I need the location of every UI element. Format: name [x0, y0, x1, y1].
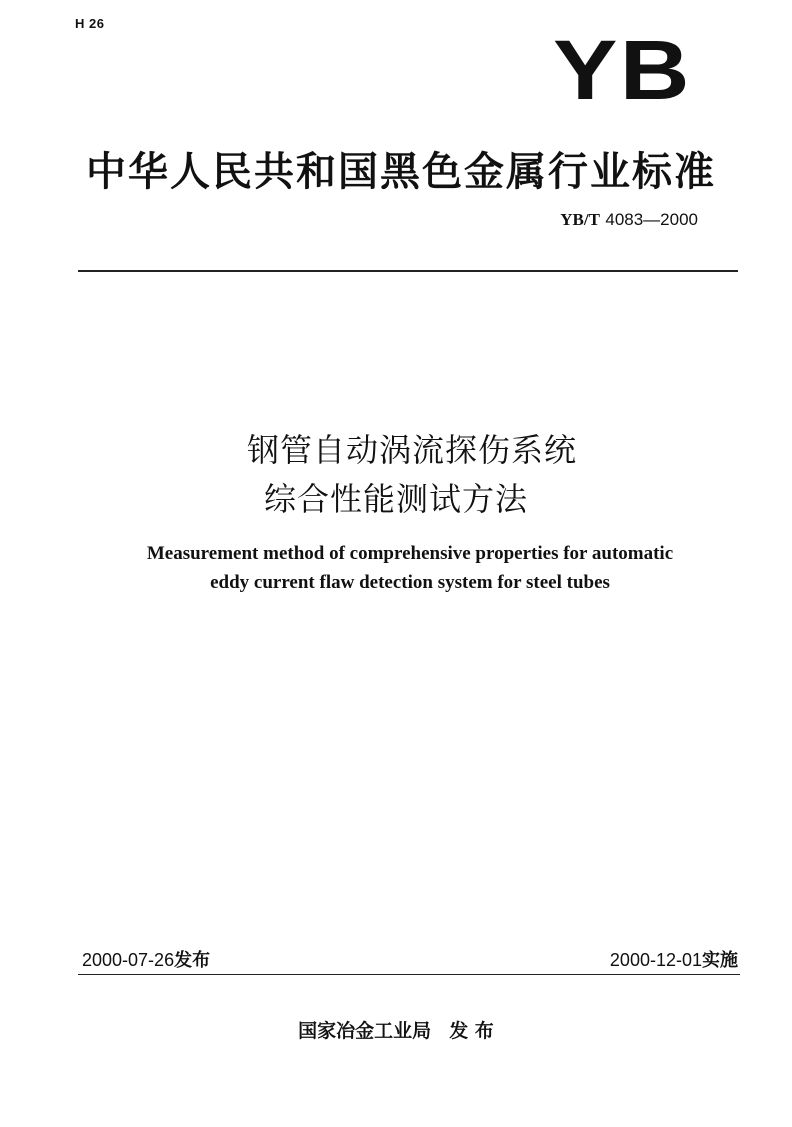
publisher-action: 发 布	[449, 1020, 494, 1042]
top-divider	[78, 270, 738, 272]
standard-number	[560, 210, 698, 230]
bottom-divider	[78, 974, 740, 975]
standard-prefix: YB/T	[560, 210, 600, 229]
english-title-line1: Measurement method of comprehensive properties for automatic	[146, 543, 674, 564]
standard-number-value: 4083—2000	[605, 210, 698, 229]
issue-date-value: 2000-07-26	[82, 950, 175, 970]
yb-logo: YB	[553, 23, 692, 117]
organization-title: 中华人民共和国黑色金属行业标准	[86, 149, 716, 195]
publisher-name: 国家冶金工业局	[298, 1020, 432, 1042]
chinese-title-line1: 钢管自动涡流探伤系统	[246, 431, 577, 469]
implementation-label: 实施	[702, 950, 738, 971]
classification-code: H 26	[75, 16, 105, 31]
implementation-date-value: 2000-12-01	[609, 950, 702, 970]
implementation-date	[610, 946, 738, 972]
chinese-title-line2: 综合性能测试方法	[263, 480, 528, 518]
english-title-line2: eddy current flaw detection system for steel tubes	[210, 572, 610, 593]
issue-label: 发布	[174, 950, 211, 971]
issue-date	[82, 946, 210, 972]
publisher	[0, 1016, 792, 1043]
